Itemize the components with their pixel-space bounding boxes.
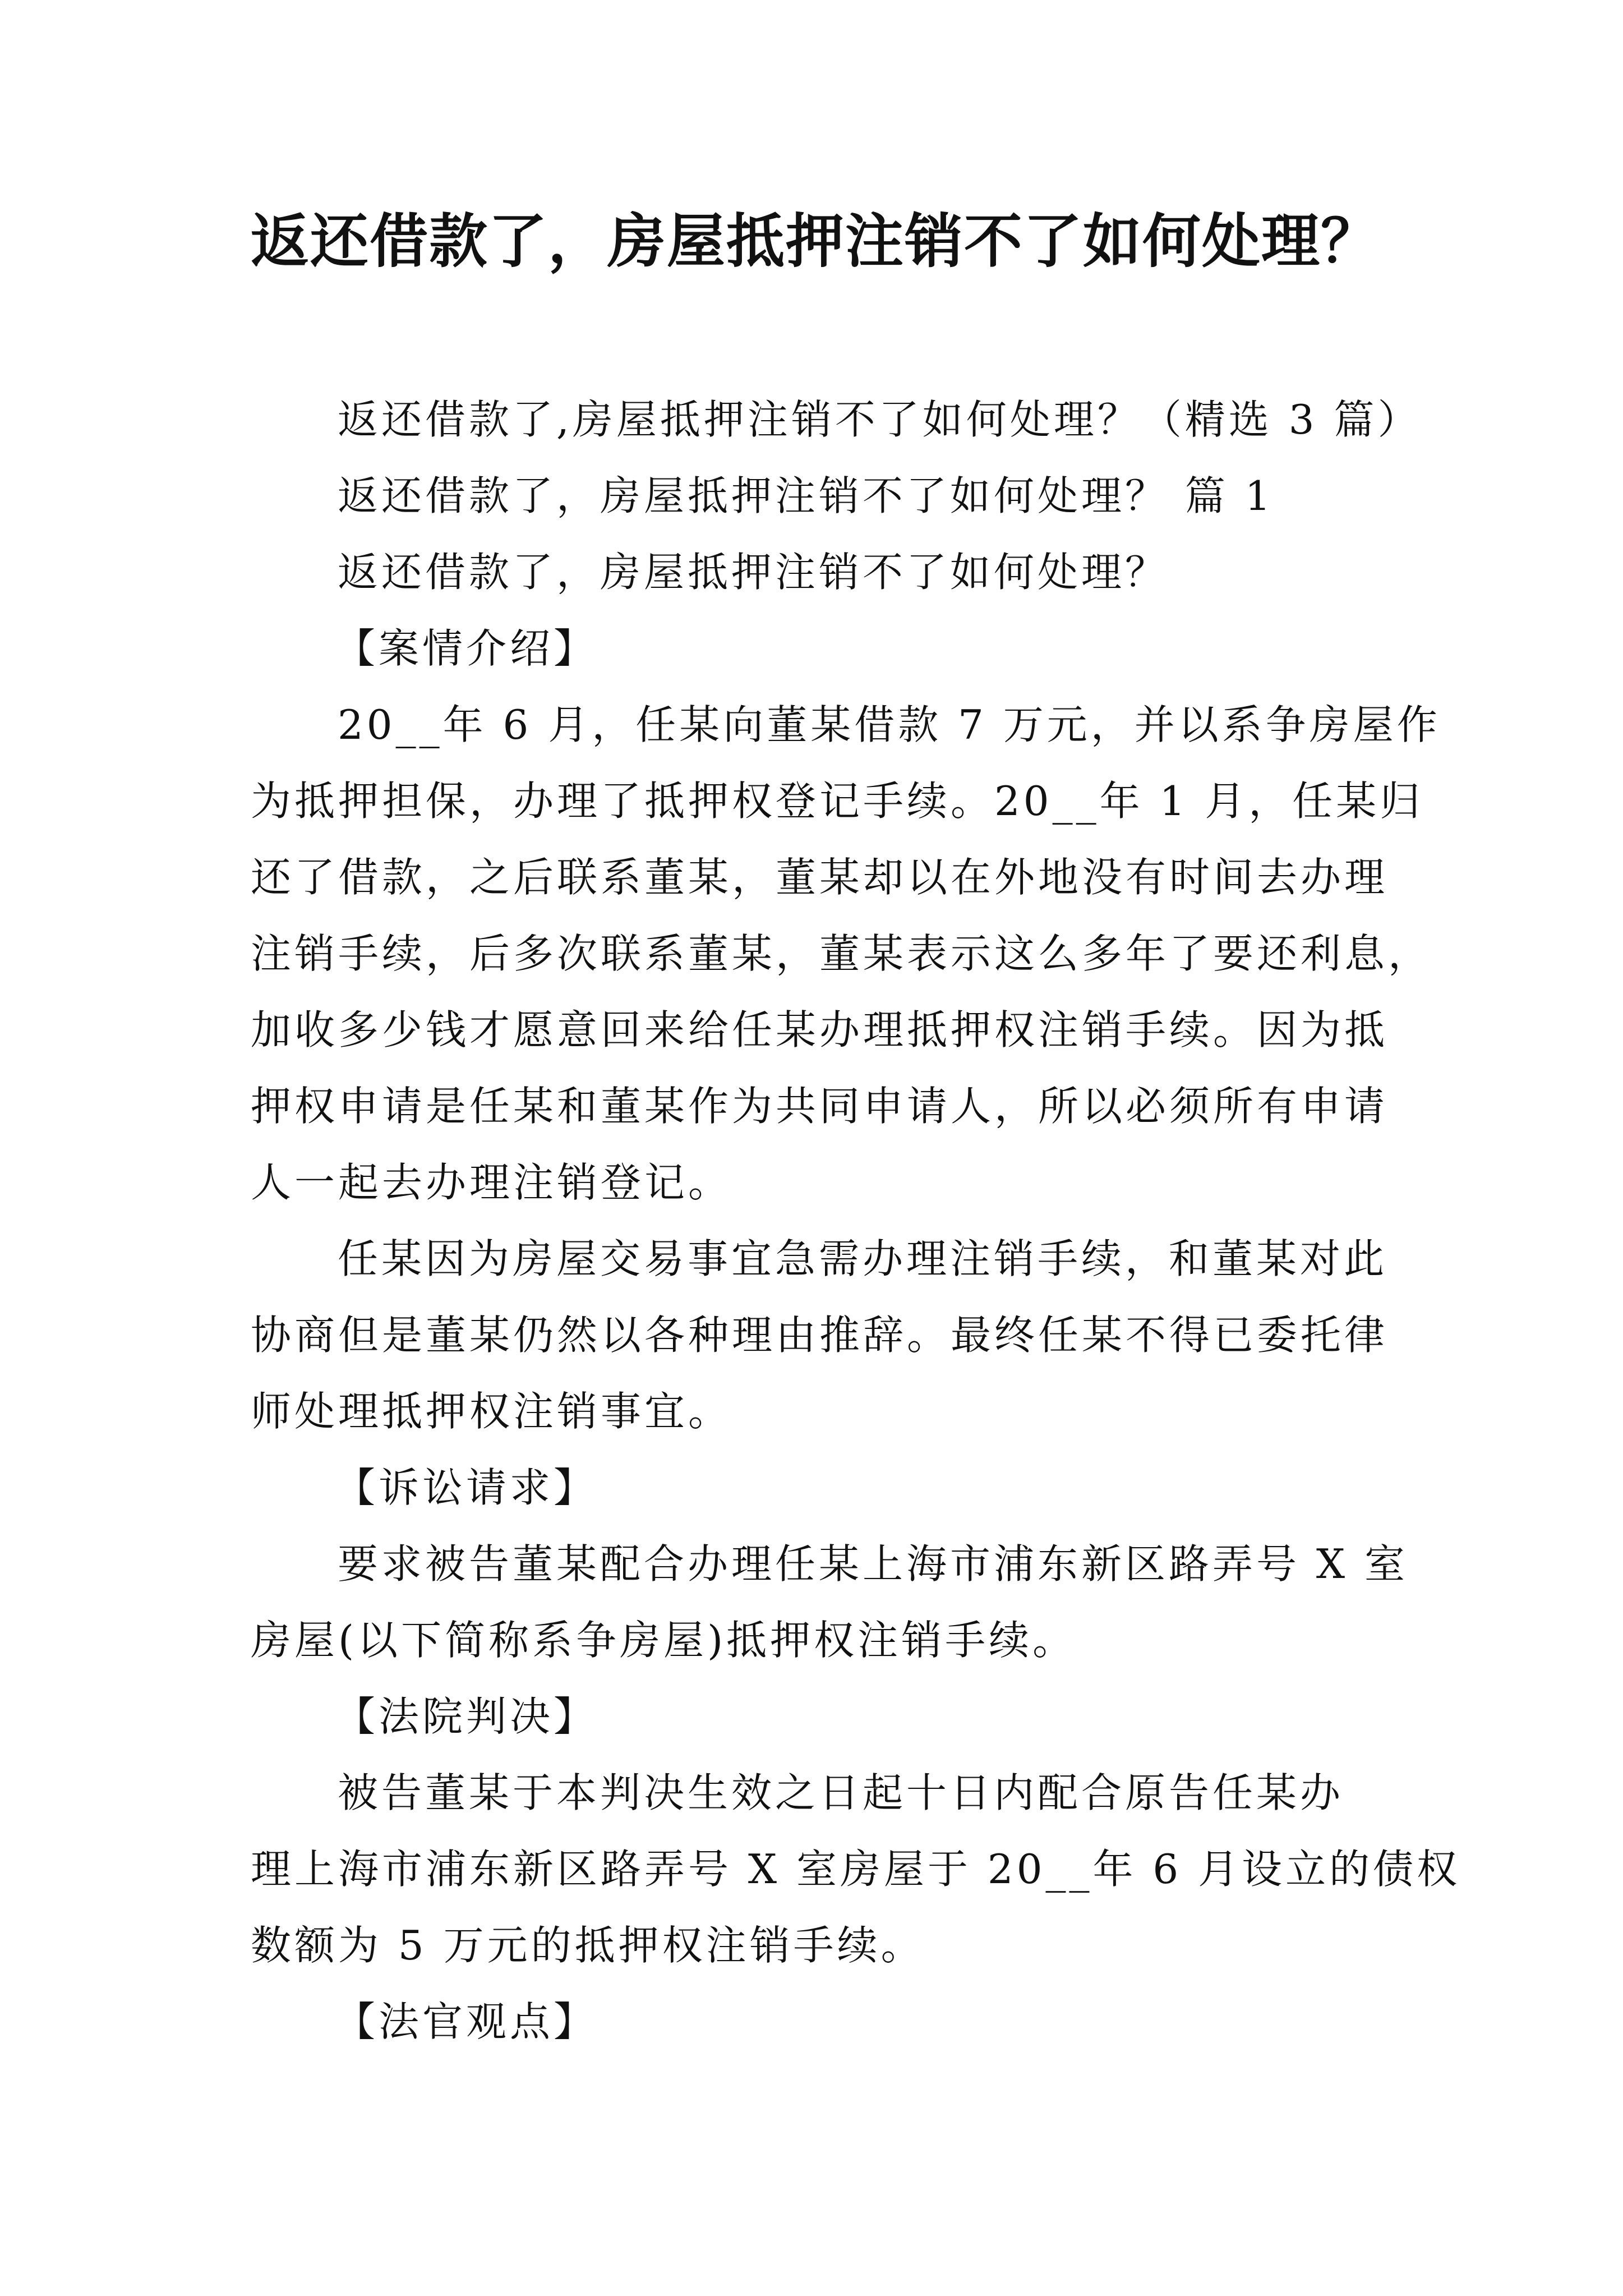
case-paragraph-2-line: 协商但是董某仍然以各种理由推辞。最终任某不得已委托律 xyxy=(251,1312,1389,1359)
case-paragraph-line: 20__年 6 月，任某向董某借款 7 万元，并以系争房屋作 xyxy=(338,701,1441,748)
judgment-paragraph-line: 理上海市浦东新区路弄号 X 室房屋于 20__年 6 月设立的债权 xyxy=(251,1846,1461,1893)
case-paragraph-line: 押权申请是任某和董某作为共同申请人，所以必须所有申请 xyxy=(251,1083,1389,1130)
section-heading-opinion: 【法官观点】 xyxy=(335,1998,598,2045)
case-paragraph-2-line: 任某因为房屋交易事宜急需办理注销手续，和董某对此 xyxy=(338,1235,1388,1282)
section-heading-judgment: 【法院判决】 xyxy=(335,1693,598,1740)
document-body xyxy=(251,381,1461,2060)
case-paragraph-line: 加收多少钱才愿意回来给任某办理抵押权注销手续。因为抵 xyxy=(251,1006,1389,1053)
intro-line: 返还借款了，房屋抵押注销不了如何处理？ xyxy=(338,549,1169,596)
intro-line: 返还借款了，房屋抵押注销不了如何处理？ 篇 1 xyxy=(338,472,1274,519)
judgment-paragraph-line: 被告董某于本判决生效之日起十日内配合原告任某办 xyxy=(338,1769,1344,1816)
section-heading-claim: 【诉讼请求】 xyxy=(335,1464,598,1511)
case-paragraph-line: 为抵押担保，办理了抵押权登记手续。20__年 1 月，任某归 xyxy=(251,777,1424,825)
claim-paragraph-line: 房屋(以下简称系争房屋)抵押权注销手续。 xyxy=(251,1617,1077,1664)
case-paragraph-line: 注销手续，后多次联系董某，董某表示这么多年了要还利息， xyxy=(251,930,1432,977)
judgment-paragraph-line: 数额为 5 万元的抵押权注销手续。 xyxy=(251,1922,925,1969)
case-paragraph-line: 人一起去办理注销登记。 xyxy=(251,1159,732,1206)
claim-paragraph-line: 要求被告董某配合办理任某上海市浦东新区路弄号 X 室 xyxy=(338,1540,1409,1588)
section-heading-case: 【案情介绍】 xyxy=(335,625,598,672)
case-paragraph-line: 还了借款，之后联系董某，董某却以在外地没有时间去办理 xyxy=(251,854,1389,901)
document-title: 返还借款了，房屋抵押注销不了如何处理？ xyxy=(251,207,1381,275)
intro-line: 返还借款了,房屋抵押注销不了如何处理？（精选 3 篇） xyxy=(338,396,1422,443)
case-paragraph-2-line: 师处理抵押权注销事宜。 xyxy=(251,1388,732,1435)
